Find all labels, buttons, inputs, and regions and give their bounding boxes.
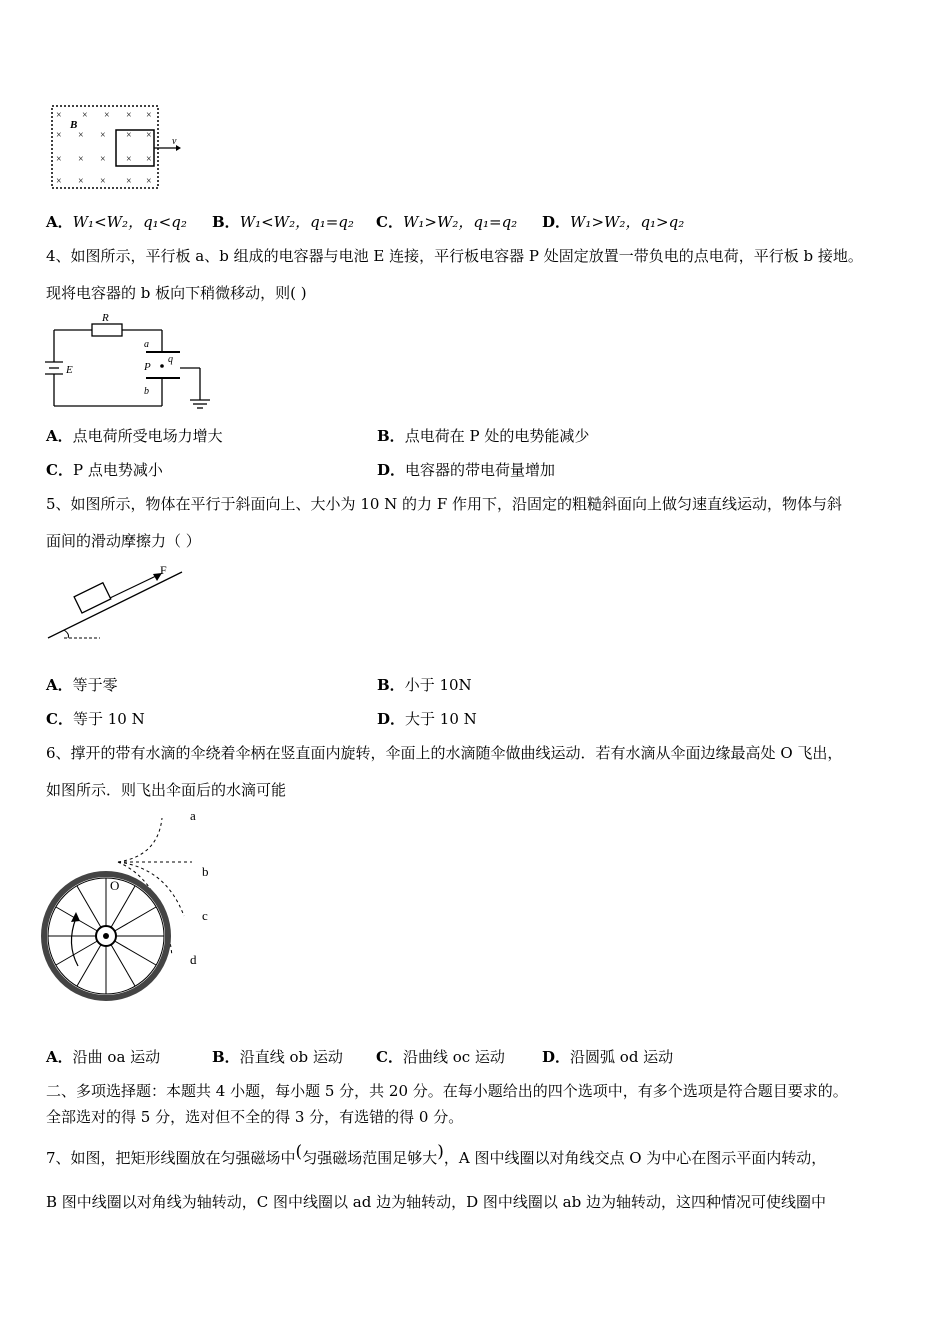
x-mark: ×	[146, 130, 152, 141]
trajectory-a	[118, 818, 162, 862]
x-mark: ×	[56, 110, 62, 121]
x-mark: ×	[126, 154, 132, 165]
point-O-label: O	[110, 878, 120, 893]
option-text: 小于 10N	[404, 676, 472, 694]
q5-option-d[interactable]	[377, 709, 477, 729]
q6-option-a[interactable]	[46, 1047, 160, 1067]
option-letter: B．	[377, 427, 405, 445]
q7-stem-line1	[46, 1142, 826, 1168]
x-mark: ×	[56, 176, 62, 187]
q6-option-c[interactable]	[376, 1047, 505, 1067]
x-mark: ×	[126, 130, 132, 141]
x-mark: ×	[56, 154, 62, 165]
left-paren: (	[295, 1142, 303, 1162]
option-letter: C．	[376, 213, 403, 231]
option-letter: A．	[46, 1048, 73, 1066]
label-b: b	[202, 864, 209, 879]
option-text: P 点电势减小	[72, 461, 163, 479]
option-text: 点电荷所受电场力增大	[72, 427, 223, 445]
q4-option-b[interactable]	[377, 426, 589, 446]
q6-stem-line2: 如图所示．则飞出伞面后的水滴可能	[46, 781, 287, 799]
q5-option-a[interactable]	[46, 675, 118, 695]
x-mark: ×	[78, 154, 84, 165]
label-a: a	[190, 808, 196, 823]
q4-option-c[interactable]	[46, 460, 163, 480]
resistor	[92, 324, 122, 336]
option-letter: D．	[377, 710, 406, 728]
q6-stem-line1: 6、撑开的带有水滴的伞绕着伞柄在竖直面内旋转，伞面上的水滴随伞做曲线运动．若有水滴从伞面边缘最高处 O 飞出，	[46, 744, 843, 762]
q7-stem-part1: 7、如图，把矩形线圈放在匀强磁场中	[46, 1149, 296, 1167]
force-arrow	[110, 576, 156, 598]
q3-option-d[interactable]	[542, 212, 684, 232]
force-label: F	[160, 563, 167, 577]
section2-heading-line2: 全部选对的得 5 分，选对但不全的得 3 分，有选错的得 0 分。	[46, 1108, 464, 1126]
option-letter: B．	[212, 1048, 240, 1066]
x-mark: ×	[146, 110, 152, 121]
x-mark: ×	[82, 110, 88, 121]
x-mark: ×	[100, 130, 106, 141]
q6-umbrella-figure	[40, 806, 230, 1016]
option-letter: A．	[46, 213, 73, 231]
point-P-label: P	[144, 361, 151, 373]
option-letter: B．	[377, 676, 405, 694]
q4-circuit-figure	[40, 310, 220, 415]
q4-option-a[interactable]	[46, 426, 223, 446]
label-d: d	[190, 952, 197, 967]
option-text: 沿直线 ob 运动	[239, 1048, 343, 1066]
q5-stem-line1: 5、如图所示，物体在平行于斜面向上、大小为 10 N 的力 F 作用下，沿固定的粗糙斜面向上做匀速直线运动，物体与斜	[46, 495, 843, 513]
option-text: 沿曲线 oc 运动	[402, 1048, 505, 1066]
x-mark: ×	[126, 176, 132, 187]
battery-label: E	[66, 364, 73, 376]
q5-stem-line2: 面间的滑动摩擦力（ ）	[46, 532, 201, 550]
q4-option-d[interactable]	[377, 460, 555, 480]
x-mark: ×	[146, 176, 152, 187]
option-letter: D．	[542, 1048, 571, 1066]
q7-paren-note: 匀强磁场范围足够大	[302, 1149, 438, 1167]
x-mark: ×	[104, 110, 110, 121]
plate-b-label: b	[144, 386, 149, 397]
umbrella-axle	[103, 933, 109, 939]
q7-stem-part2: ，A 图中线圈以对角线交点 O 为中心在图示平面内转动，	[443, 1149, 827, 1167]
x-mark: ×	[78, 176, 84, 187]
option-text: W₁>W₂，q₁>q₂	[570, 213, 685, 231]
option-letter: C．	[46, 710, 73, 728]
option-text: 沿圆弧 od 运动	[570, 1048, 674, 1066]
q3-figure	[48, 100, 188, 192]
resistor-label: R	[102, 312, 109, 324]
option-text: 沿曲 oa 运动	[72, 1048, 161, 1066]
q3-option-b[interactable]	[212, 212, 354, 232]
q6-option-d[interactable]	[542, 1047, 673, 1067]
option-text: W₁<W₂，q₁=q₂	[239, 213, 354, 231]
option-text: 等于零	[72, 676, 118, 694]
q5-incline-figure	[44, 560, 204, 642]
option-text: 等于 10 N	[72, 710, 145, 728]
option-text: W₁>W₂，q₁=q₂	[402, 213, 518, 231]
block	[74, 583, 111, 613]
label-c: c	[202, 908, 208, 923]
incline-surface	[48, 572, 182, 638]
option-text: 点电荷在 P 处的电势能减少	[404, 427, 590, 445]
option-text: 大于 10 N	[405, 710, 477, 728]
q5-option-c[interactable]	[46, 709, 145, 729]
x-mark: ×	[56, 130, 62, 141]
option-letter: A．	[46, 427, 73, 445]
right-paren: )	[437, 1142, 444, 1162]
angle-arc	[64, 630, 69, 638]
q3-option-c[interactable]	[376, 212, 517, 232]
velocity-label: v	[172, 136, 177, 147]
charge-q-label: q	[168, 354, 173, 365]
option-letter: C．	[46, 461, 73, 479]
plate-a-label: a	[144, 339, 149, 350]
x-mark: ×	[146, 154, 152, 165]
option-text: W₁<W₂，q₁<q₂	[72, 213, 187, 231]
q7-stem-line2: B 图中线圈以对角线为轴转动，C 图中线圈以 ad 边为轴转动，D 图中线圈以 ab 边为轴转动，这四种情况可使线圈中	[46, 1193, 826, 1211]
x-mark: ×	[100, 154, 106, 165]
q6-option-b[interactable]	[212, 1047, 343, 1067]
option-letter: C．	[376, 1048, 403, 1066]
option-letter: B．	[212, 213, 240, 231]
q5-option-b[interactable]	[377, 675, 472, 695]
point-charge	[160, 364, 164, 368]
velocity-arrowhead	[176, 145, 181, 151]
option-text: 电容器的带电荷量增加	[405, 461, 556, 479]
section2-heading-line1: 二、多项选择题：本题共 4 小题，每小题 5 分，共 20 分。在每小题给出的四个选项中，有多个选项是符合题目要求的。	[46, 1082, 848, 1100]
q3-option-a[interactable]	[46, 212, 187, 232]
option-letter: D．	[377, 461, 406, 479]
x-mark: ×	[100, 176, 106, 187]
q4-stem-line2: 现将电容器的 b 板向下稍微移动，则( )	[46, 284, 307, 302]
option-letter: D．	[542, 213, 571, 231]
field-label-B: B	[70, 119, 78, 131]
x-mark: ×	[78, 130, 84, 141]
rotation-arrow	[71, 918, 78, 966]
option-letter: A．	[46, 676, 73, 694]
x-mark: ×	[126, 110, 132, 121]
q4-stem-line1: 4、如图所示，平行板 a、b 组成的电容器与电池 E 连接，平行板电容器 P 处固定放置一带负电的点电荷，平行板 b 接地。	[46, 247, 863, 265]
